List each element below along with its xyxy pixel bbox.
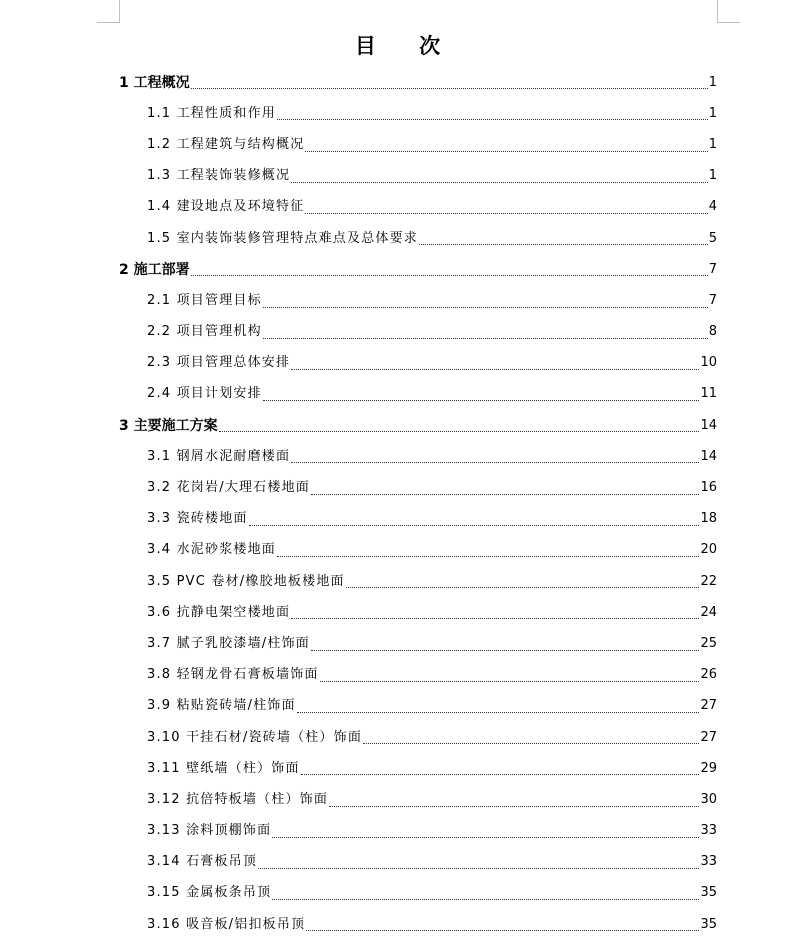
toc-section-entry[interactable] (0, 379, 795, 410)
toc-section-entry[interactable] (0, 504, 795, 535)
toc-section-entry[interactable] (0, 129, 795, 160)
toc-dot-leader (311, 493, 699, 495)
toc-entry-text: 3.3 瓷砖楼地面 (147, 511, 248, 527)
toc-page-number: 27 (700, 729, 717, 745)
toc-entry-text: 3.12 抗倍特板墙（柱）饰面 (147, 791, 329, 807)
toc-dot-leader (291, 461, 699, 463)
toc-section-entry[interactable] (0, 878, 795, 909)
toc-dot-leader (191, 274, 708, 276)
toc-entry-text: 3.13 涂料顶棚饰面 (147, 823, 272, 839)
toc-page-number: 29 (700, 760, 717, 776)
toc-dot-leader (263, 399, 700, 401)
toc-dot-leader (363, 742, 699, 744)
toc-page-number: 27 (700, 698, 717, 714)
toc-page-number: 1 (708, 105, 717, 121)
toc-entry-text: 3.15 金属板条吊顶 (147, 885, 272, 901)
toc-entry-text: 1.4 建设地点及环境特征 (147, 199, 305, 215)
toc-dot-leader (291, 617, 699, 619)
toc-section-entry[interactable] (0, 472, 795, 503)
toc-entry-text: 3.16 吸音板/铝扣板吊顶 (147, 916, 306, 932)
toc-dot-leader (191, 87, 708, 89)
toc-entry-text: 3.2 花岗岩/大理石楼地面 (147, 480, 310, 496)
toc-section-entry[interactable] (0, 597, 795, 628)
toc-page-number: 14 (700, 417, 717, 433)
toc-section-entry[interactable] (0, 192, 795, 223)
toc-entry-text: 1.3 工程装饰装修概况 (147, 168, 291, 184)
toc-entry-text: 3.10 干挂石材/瓷砖墙（柱）饰面 (147, 729, 363, 745)
toc-title: 目 次 (354, 34, 459, 58)
toc-dot-leader (419, 243, 708, 245)
toc-section-entry[interactable] (0, 847, 795, 878)
toc-entry-text: 2.3 项目管理总体安排 (147, 355, 291, 371)
toc-chapter-entry[interactable] (0, 410, 795, 441)
toc-page-number: 25 (700, 635, 717, 651)
toc-page-number: 10 (700, 355, 717, 371)
toc-page-number: 1 (708, 168, 717, 184)
toc-entry-text: 1 工程概况 (119, 74, 190, 91)
toc-dot-leader (291, 368, 699, 370)
toc-entry-text: 1.1 工程性质和作用 (147, 105, 277, 121)
toc-section-entry[interactable] (0, 691, 795, 722)
toc-page-number: 8 (708, 324, 717, 340)
toc-entry-text: 3.9 粘贴瓷砖墙/柱饰面 (147, 698, 296, 714)
toc-entry-text: 1.5 室内装饰装修管理特点难点及总体要求 (147, 230, 419, 246)
toc-entry-text: 3.1 钢屑水泥耐磨楼面 (147, 448, 291, 464)
toc-entry-text: 3.11 壁纸墙（柱）饰面 (147, 760, 300, 776)
toc-page-number: 1 (708, 74, 717, 90)
toc-entry-text: 1.2 工程建筑与结构概况 (147, 136, 305, 152)
toc-entry-text: 2.4 项目计划安排 (147, 386, 262, 402)
toc-page-number: 20 (700, 542, 717, 558)
toc-page-number: 1 (708, 136, 717, 152)
toc-section-entry[interactable] (0, 441, 795, 472)
toc-dot-leader (277, 555, 699, 557)
toc-section-entry[interactable] (0, 784, 795, 815)
toc-section-entry[interactable] (0, 223, 795, 254)
toc-dot-leader (305, 212, 707, 214)
toc-dot-leader (249, 524, 700, 526)
toc-entry-text: 3.5 PVC 卷材/橡胶地板楼地面 (147, 573, 345, 589)
toc-dot-leader (311, 649, 699, 651)
toc-dot-leader (306, 929, 699, 931)
toc-entry-text: 3.14 石膏板吊顶 (147, 854, 258, 870)
toc-section-entry[interactable] (0, 816, 795, 847)
toc-section-entry[interactable] (0, 535, 795, 566)
toc-entry-text: 2.2 项目管理机构 (147, 324, 262, 340)
toc-section-entry[interactable] (0, 161, 795, 192)
toc-dot-leader (272, 898, 699, 900)
toc-entry-text: 3.7 腻子乳胶漆墙/柱饰面 (147, 635, 310, 651)
toc-dot-leader (329, 805, 699, 807)
toc-entry-text: 2 施工部署 (119, 261, 190, 278)
toc-dot-leader (291, 181, 708, 183)
toc-section-entry[interactable] (0, 98, 795, 129)
toc-section-entry[interactable] (0, 348, 795, 379)
toc-chapter-entry[interactable] (0, 254, 795, 285)
toc-page-number: 22 (700, 573, 717, 589)
toc-section-entry[interactable] (0, 285, 795, 316)
toc-page-number: 18 (700, 511, 717, 527)
toc-section-entry[interactable] (0, 660, 795, 691)
toc-chapter-entry[interactable] (0, 67, 795, 98)
toc-entry-text: 3.8 轻钢龙骨石膏板墙饰面 (147, 667, 319, 683)
toc-section-entry[interactable] (0, 317, 795, 348)
toc-page-number: 4 (708, 199, 717, 215)
toc-page-number: 33 (700, 823, 717, 839)
toc-section-entry[interactable] (0, 566, 795, 597)
toc-page-number: 35 (700, 885, 717, 901)
toc-page-number: 35 (700, 916, 717, 932)
toc-section-entry[interactable] (0, 722, 795, 753)
toc-dot-leader (301, 773, 700, 775)
table-of-contents (0, 67, 795, 940)
toc-dot-leader (263, 337, 708, 339)
toc-page-number: 5 (708, 230, 717, 246)
toc-dot-leader (263, 306, 708, 308)
toc-dot-leader (305, 150, 707, 152)
toc-page-number: 7 (708, 292, 717, 308)
toc-dot-leader (320, 680, 700, 682)
toc-dot-leader (346, 586, 700, 588)
toc-page-number: 30 (700, 791, 717, 807)
toc-entry-text: 2.1 项目管理目标 (147, 292, 262, 308)
toc-entry-text: 3.4 水泥砂浆楼地面 (147, 542, 277, 558)
toc-entry-text: 3 主要施工方案 (119, 417, 218, 434)
toc-page-number: 33 (700, 854, 717, 870)
toc-dot-leader (277, 118, 708, 120)
toc-page-number: 16 (700, 480, 717, 496)
toc-page-number: 14 (700, 448, 717, 464)
toc-dot-leader (297, 711, 700, 713)
toc-page-number: 7 (708, 261, 717, 277)
toc-page-number: 24 (700, 604, 717, 620)
toc-entry-text: 3.6 抗静电架空楼地面 (147, 604, 291, 620)
toc-dot-leader (258, 867, 699, 869)
toc-page-number: 26 (700, 667, 717, 683)
toc-section-entry[interactable] (0, 909, 795, 940)
toc-section-entry[interactable] (0, 753, 795, 784)
toc-page-number: 11 (700, 386, 717, 402)
toc-section-entry[interactable] (0, 628, 795, 659)
toc-dot-leader (272, 836, 699, 838)
page-corner-mark-top-right (717, 0, 740, 23)
page-corner-mark-top-left (97, 0, 120, 23)
toc-dot-leader (219, 430, 700, 432)
